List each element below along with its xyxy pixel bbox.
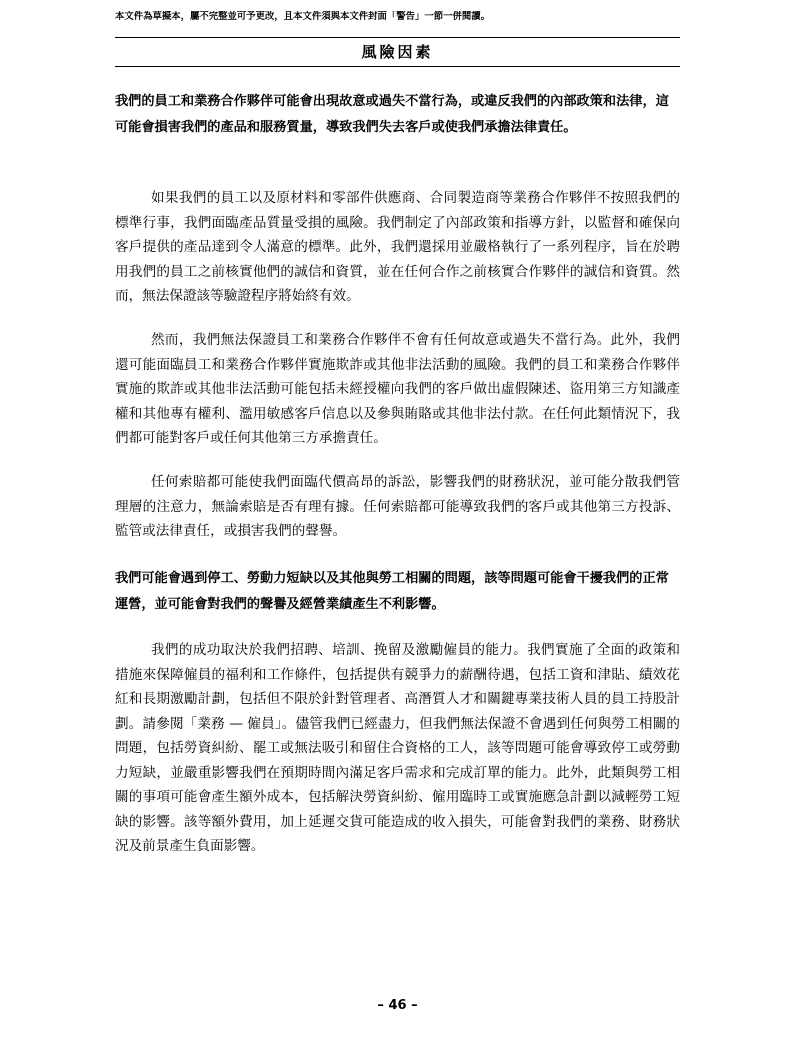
paragraph-product-quality: 如果我們的員工以及原材料和零部件供應商、合同製造商等業務合作夥伴不按照我們的標準行事，我們面臨產品質量受損的風險。我們制定了內部政策和指導方針，以監督和確保向客戶提供的產品達到令人滿意的標準。此外，我們還採用並嚴格執行了一系列程序，旨在於聘用我們的員工之前核實他們的誠信和資質，並在任何合作之前核實合作夥伴的誠信和資質。然而，無法保證該等驗證程序將始終有效。 <box>115 190 680 304</box>
draft-notice: 本文件為草擬本，屬不完整並可予更改，且本文件須與本文件封面「警告」一節一併閱讀。 <box>115 11 491 22</box>
title-divider <box>115 66 680 67</box>
page-number: – 46 – <box>377 998 418 1013</box>
risk-heading-labor: 我們可能會遇到停工、勞動力短缺以及其他與勞工相關的問題，該等問題可能會干擾我們的正常運營，並可能會對我們的聲譽及經營業績產生不利影響。 <box>115 571 669 612</box>
risk-heading-misconduct: 我們的員工和業務合作夥伴可能會出現故意或過失不當行為，或違反我們的內部政策和法律，這可能會損害我們的產品和服務質量，導致我們失去客戶或使我們承擔法律責任。 <box>115 94 669 135</box>
paragraph-labor-issues: 我們的成功取決於我們招聘、培訓、挽留及激勵僱員的能力。我們實施了全面的政策和措施來保障僱員的福利和工作條件，包括提供有競爭力的薪酬待遇，包括工資和津貼、績效花紅和長期激勵計劃，包括但不限於針對管理者、高潛質人才和關鍵專業技術人員的員工持股計劃。請參閱「業務 — 僱員」。儘管我們已經盡力，但我們無法保證不會遇到任何與勞工相關的問題，包括勞資糾紛、罷工或無法吸引和留住合資格的工人，該等問題可能會導致停工或勞動力短缺，並嚴重影響我們在預期時間內滿足客戶需求和完成訂單的能力。此外，此類與勞工相關的事項可能會產生額外成本，包括解決勞資糾紛、僱用臨時工或實施應急計劃以減輕勞工短缺的影響。該等額外費用，加上延遲交貨可能造成的收入損失，可能會對我們的業務、財務狀況及前景產生負面影響。 <box>115 642 680 854</box>
paragraph-fraud-risk: 然而，我們無法保證員工和業務合作夥伴不會有任何故意或過失不當行為。此外，我們還可能面臨員工和業務合作夥伴實施欺詐或其他非法活動的風險。我們的員工和業務合作夥伴實施的欺詐或其他非法活動可能包括未經授權向我們的客戶做出虛假陳述、盜用第三方知識產權和其他專有權利、濫用敏感客戶信息以及參與賄賂或其他非法付款。在任何此類情況下，我們都可能對客戶或任何其他第三方承擔責任。 <box>115 332 680 446</box>
paragraph-claims: 任何索賠都可能使我們面臨代價高昂的訴訟，影響我們的財務狀況，並可能分散我們管理層的注意力，無論索賠是否有理有據。任何索賠都可能導致我們的客戶或其他第三方投訴、監管或法律責任，或損害我們的聲譽。 <box>115 474 680 539</box>
header-divider <box>115 37 680 38</box>
section-title: 風險因素 <box>361 43 434 61</box>
